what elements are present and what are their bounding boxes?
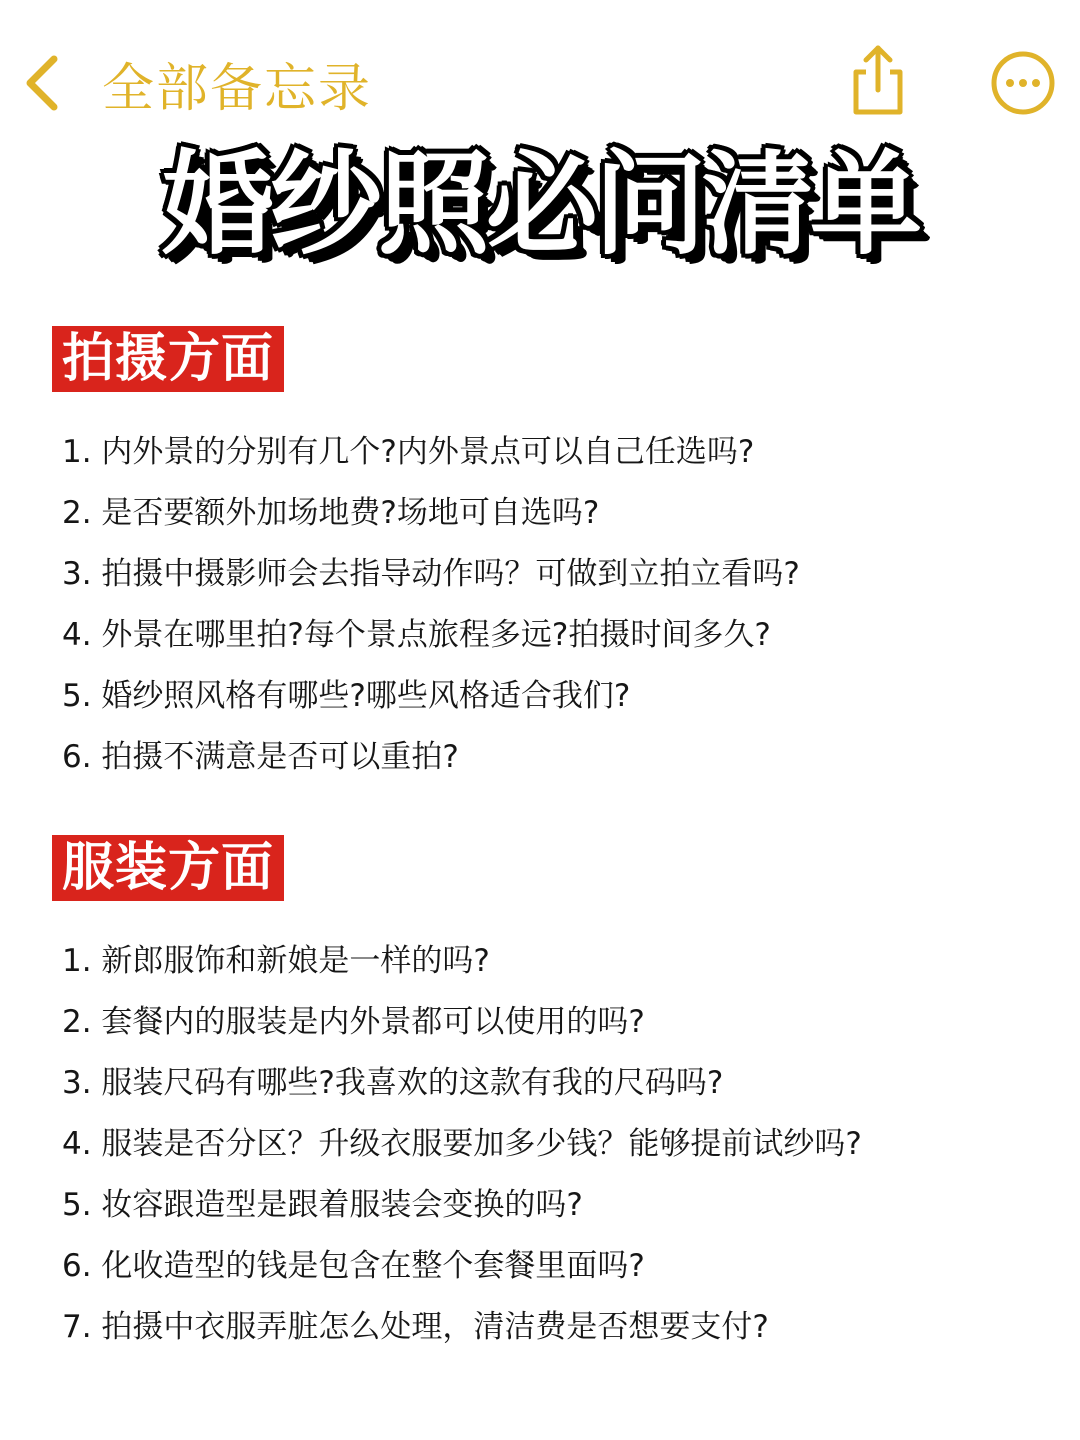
back-label: 全部备忘录	[102, 58, 373, 119]
list-item: 7. 拍摄中衣服弄脏怎么处理，清洁费是否想要支付?	[62, 1309, 769, 1345]
question-list	[52, 931, 1052, 1358]
list-item: 6. 拍摄不满意是否可以重拍?	[62, 739, 459, 775]
share-icon	[846, 103, 910, 122]
section-shooting	[52, 326, 1052, 788]
note-title: 婚纱照必问清单	[162, 140, 918, 270]
share-button[interactable]	[846, 42, 910, 118]
back-button[interactable]	[22, 48, 372, 118]
list-item: 3. 服装尺码有哪些?我喜欢的这款有我的尺码吗?	[62, 1065, 724, 1101]
section-header: 拍摄方面	[52, 326, 284, 392]
list-item: 1. 内外景的分别有几个?内外景点可以自己任选吗?	[62, 434, 755, 470]
list-item: 4. 外景在哪里拍?每个景点旅程多远?拍摄时间多久?	[62, 617, 771, 653]
more-options-icon	[990, 101, 1056, 120]
section-clothing	[52, 835, 1052, 1358]
list-item: 5. 妆容跟造型是跟着服装会变换的吗?	[62, 1187, 583, 1223]
more-options-button[interactable]	[990, 50, 1056, 116]
question-list	[52, 422, 1052, 788]
list-item: 3. 拍摄中摄影师会去指导动作吗？可做到立拍立看吗?	[62, 556, 800, 592]
navigation-bar	[0, 30, 1080, 140]
chevron-left-icon	[22, 53, 62, 113]
list-item: 2. 套餐内的服装是内外景都可以使用的吗?	[62, 1004, 645, 1040]
list-item: 6. 化收造型的钱是包含在整个套餐里面吗?	[62, 1248, 645, 1284]
section-header: 服装方面	[52, 835, 284, 901]
list-item: 5. 婚纱照风格有哪些?哪些风格适合我们?	[62, 678, 631, 714]
list-item: 2. 是否要额外加场地费?场地可自选吗?	[62, 495, 600, 531]
list-item: 4. 服装是否分区？升级衣服要加多少钱？能够提前试纱吗?	[62, 1126, 862, 1162]
list-item: 1. 新郎服饰和新娘是一样的吗?	[62, 943, 490, 979]
